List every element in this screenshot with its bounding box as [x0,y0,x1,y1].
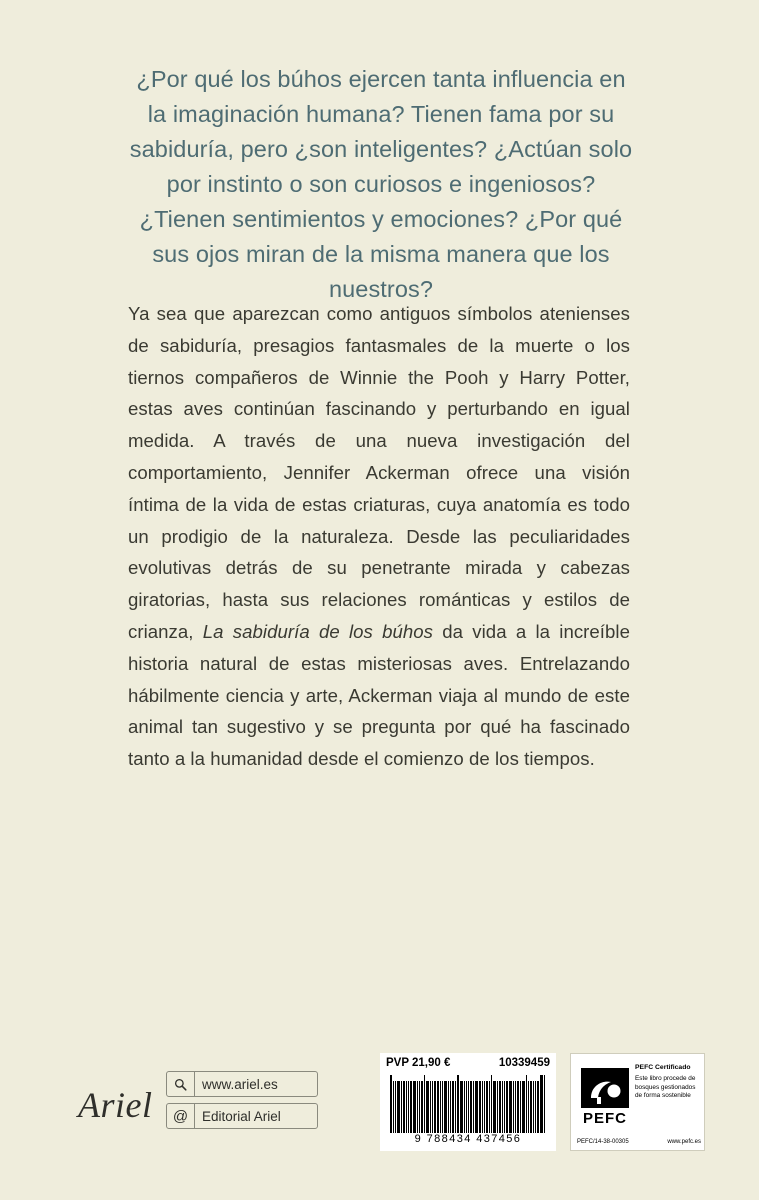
back-cover-headline: ¿Por qué los búhos ejercen tanta influencia en la imaginación humana? Tienen fama por su sabiduría, pero ¿son inteligentes? ¿Actúan solo por instinto o son curiosos e ingeniosos? ¿Tienen sentimientos y emociones? ¿Por qué sus ojos miran de la misma manera que los nuestros? [129,66,633,302]
back-cover-body [128,298,630,775]
social-link[interactable] [166,1103,318,1129]
at-sign-glyph: @ [172,1107,189,1125]
pefc-code: PEFC/14-38-00305 [577,1139,629,1145]
barcode-bars [390,1075,546,1133]
body-text-part1: Ya sea que aparezcan como antiguos símbolos atenienses de sabiduría, presagios fantasmales de la muerte o los tiernos compañeros de Winnie the Pooh y Harry Potter, estas aves continúan fascinando y perturbando en igual medida. A través de una nueva investigación del comportamiento, Jennifer Ackerman ofrece una visión íntima de la vida de estas criaturas, cuya anatomía es todo un prodigio de la naturaleza. Desde las peculiaridades evolutivas detrás de su penetrante mirada y cabezas giratorias, hasta sus relaciones románticas y estilos de crianza, [128,303,630,642]
pefc-footer [577,1139,701,1145]
body-text-part2: da vida a la increíble historia natural de estas misteriosas aves. Entrelazando hábilmente ciencia y arte, Ackerman viaja al mundo de este animal tan sugestivo y se pregunta por qué ha fascinado tanto a la humanidad desde el comienzo de los tiempos. [128,620,630,770]
pefc-certification-block [570,1053,705,1151]
pefc-logo [577,1068,633,1127]
pefc-title: PEFC Certificado [635,1064,691,1071]
social-link-label: Editorial Ariel [202,1108,281,1124]
internal-code: 10339459 [498,1057,550,1069]
barcode-block [380,1053,556,1151]
book-title-italic: La sabiduría de los búhos [202,620,434,642]
pefc-tree-icon [581,1068,629,1108]
website-link[interactable] [166,1071,318,1097]
isbn-digits: 9 788434 437456 [414,1133,522,1145]
search-icon [167,1072,195,1096]
publisher-links [166,1071,318,1135]
website-link-label: www.ariel.es [202,1076,278,1092]
pefc-description [635,1064,701,1101]
publisher-logo: Ariel [78,1085,153,1125]
pefc-website: www.pefc.es [667,1139,701,1145]
pefc-body-text: Este libro procede de bosques gestionados de forma sostenible [635,1075,696,1100]
price-label: PVP 21,90 € [386,1057,451,1069]
barcode-header [380,1053,556,1069]
pefc-wordmark: PEFC [582,1110,627,1127]
at-sign-icon [167,1104,195,1128]
footer [0,1045,759,1165]
